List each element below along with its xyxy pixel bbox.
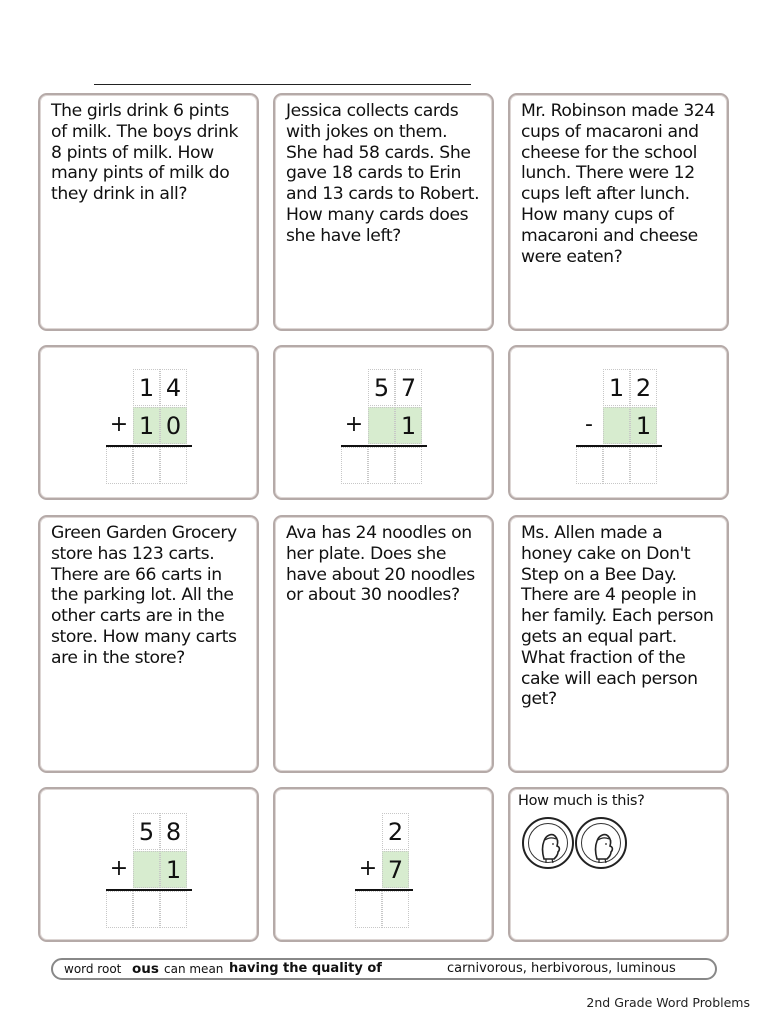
answer-box[interactable] (368, 447, 395, 484)
operator: - (585, 412, 593, 437)
operator: + (344, 412, 364, 437)
word-problem-text: Jessica collects cards with jokes on them. She had 58 cards. She gave 18 cards to Erin and 13 cards to Robert. How many cards does she have left? (286, 101, 480, 246)
word-problem-text: Mr. Robinson made 324 cups of macaroni and cheese for the school lunch. There were 12 cups left after lunch. How many cups of macaroni and cheese were eaten? (521, 101, 715, 267)
digit-tens (368, 407, 395, 444)
vertical-problem (106, 813, 206, 928)
answer-box[interactable] (106, 447, 133, 484)
answer-box[interactable] (341, 447, 368, 484)
digit-tens (133, 851, 160, 888)
vocab-label: word root (64, 962, 122, 976)
money-question: How much is this? (518, 793, 645, 809)
math-problem-card (273, 345, 494, 500)
math-problem-card (508, 345, 729, 500)
digit-tens: 1 (133, 407, 160, 444)
math-problem-card (38, 787, 259, 942)
operator: + (109, 856, 129, 881)
digit-ones: 7 (382, 851, 409, 888)
digit-ones: 7 (395, 369, 422, 406)
word-problem-card (38, 93, 259, 331)
digit-ones: 1 (160, 851, 187, 888)
answer-box[interactable] (603, 447, 630, 484)
answer-box[interactable] (355, 891, 382, 928)
digit-tens: 5 (368, 369, 395, 406)
answer-box[interactable] (106, 891, 133, 928)
answer-box[interactable] (160, 447, 187, 484)
money-card (508, 787, 729, 942)
answer-box[interactable] (630, 447, 657, 484)
digit-tens (603, 407, 630, 444)
name-line (94, 84, 471, 85)
answer-box[interactable] (576, 447, 603, 484)
word-problem-text: The girls drink 6 pints of milk. The boys drink 8 pints of milk. How many pints of milk do they drink in all? (51, 101, 239, 205)
digit-ones: 1 (630, 407, 657, 444)
answer-box[interactable] (382, 891, 409, 928)
word-problem-card (38, 515, 259, 773)
digit-ones: 0 (160, 407, 187, 444)
penny-icon (575, 817, 627, 869)
digit-ones: 2 (630, 369, 657, 406)
word-problem-card (273, 93, 494, 331)
operator: + (358, 856, 378, 881)
digit-tens: 1 (133, 369, 160, 406)
vocab-examples: carnivorous, herbivorous, luminous (447, 961, 676, 976)
operator: + (109, 412, 129, 437)
vertical-problem (355, 813, 435, 928)
digit-ones: 1 (395, 407, 422, 444)
digit-ones: 2 (382, 813, 409, 850)
answer-box[interactable] (133, 447, 160, 484)
digit-ones: 4 (160, 369, 187, 406)
math-problem-card (273, 787, 494, 942)
word-problem-text: Green Garden Grocery store has 123 carts. There are 66 carts in the parking lot. All the other carts are in the store. How many carts are in the store? (51, 523, 237, 668)
answer-box[interactable] (133, 891, 160, 928)
vocabulary-strip (51, 958, 717, 980)
digit-ones: 8 (160, 813, 187, 850)
digit-tens: 1 (603, 369, 630, 406)
vocab-root: ous (132, 961, 159, 977)
word-problem-card (273, 515, 494, 773)
vocab-connector: can mean (164, 962, 224, 976)
answer-box[interactable] (160, 891, 187, 928)
penny-icon (522, 817, 574, 869)
math-problem-card (38, 345, 259, 500)
vocab-meaning: having the quality of (229, 961, 382, 976)
digit-tens: 5 (133, 813, 160, 850)
word-problem-card (508, 93, 729, 331)
vertical-problem (576, 369, 676, 484)
word-problem-text: Ms. Allen made a honey cake on Don't Step on a Bee Day. There are 4 people in her family. Each person gets an equal part. What fraction of the cake will each person get? (521, 523, 714, 710)
answer-box[interactable] (395, 447, 422, 484)
vertical-problem (106, 369, 206, 484)
footer-title: 2nd Grade Word Problems (586, 995, 750, 1010)
word-problem-card (508, 515, 729, 773)
word-problem-text: Ava has 24 noodles on her plate. Does she have about 20 noodles or about 30 noodles? (286, 523, 475, 606)
vertical-problem (341, 369, 441, 484)
